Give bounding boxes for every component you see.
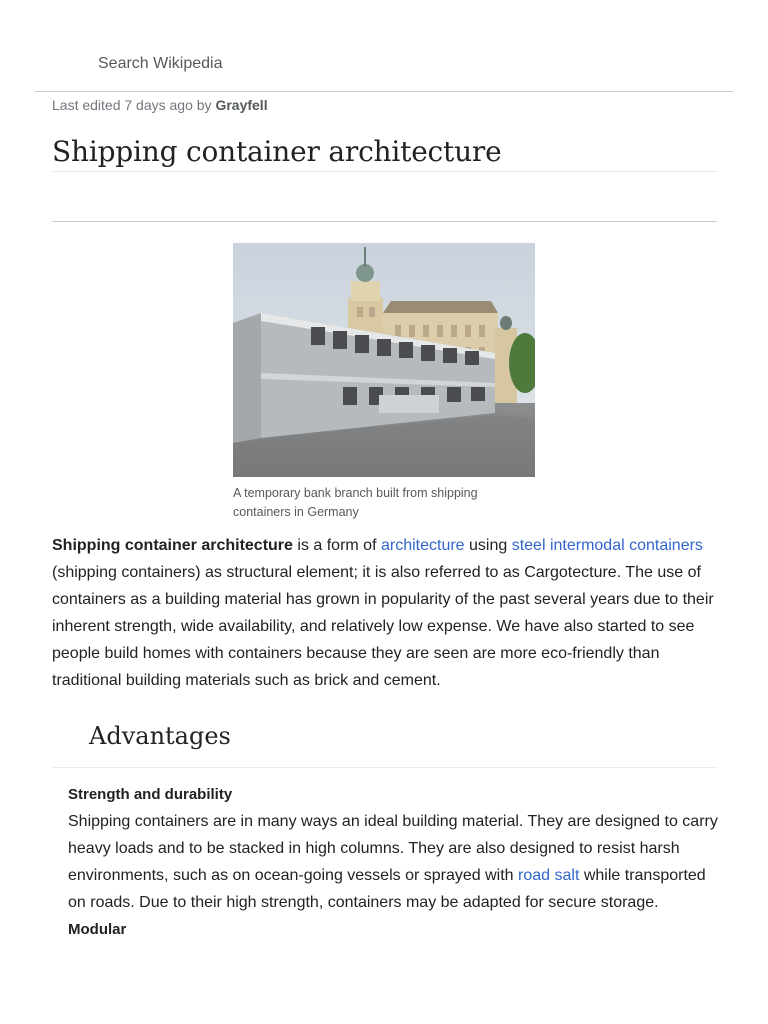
article-figure [233,243,535,522]
last-edited-text: Last edited 7 days ago by [52,97,216,113]
title-divider [52,171,717,172]
definition-strength-and-durability [68,808,718,916]
road-salt-link[interactable]: road salt [518,867,580,884]
search-bar[interactable] [35,40,733,92]
search-input[interactable]: Search Wikipedia [98,55,223,72]
section-divider [52,767,717,768]
last-edited-banner[interactable] [52,97,268,113]
definition-text-1: Shipping containers are in many ways an ideal building material. They are designed to carry heavy loads and to be stacked in high columns. They are also designed to resist harsh environments, such as on ocean-going vessels or sprayed with [68,813,718,884]
section-heading-advantages[interactable]: Advantages [89,722,231,750]
lead-text-3: (shipping containers) as structural element; it is also referred to as Cargotecture. The use of containers as a building material has grown in popularity of the past several years due to their inherent strength, wide availability, and relatively low expense. We have also started to see people build homes with containers because they are seen are more eco-friendly than traditional building materials such as brick and cement. [52,564,714,689]
advantages-section-body [68,781,718,943]
figure-caption: A temporary bank branch built from shipping containers in Germany [233,486,478,519]
page-title: Shipping container architecture [52,135,502,168]
lead-bold-term: Shipping container architecture [52,537,293,554]
term-strength-and-durability: Strength and durability [68,786,233,803]
lead-paragraph [52,532,722,694]
lead-text-1: is a form of [292,537,381,554]
toolbar-divider [52,221,717,222]
container-building-photo[interactable] [233,243,535,477]
definition-text-2: while transported on roads. Due to their high strength, containers may be adapted for secure storage. [68,867,706,911]
term-modular: Modular [68,921,127,938]
steel-intermodal-containers-link[interactable]: steel intermodal containers [511,537,703,554]
architecture-link[interactable]: architecture [380,537,465,554]
last-edited-user-link[interactable]: Grayfell [215,97,268,113]
lead-text-2: using [464,537,512,554]
